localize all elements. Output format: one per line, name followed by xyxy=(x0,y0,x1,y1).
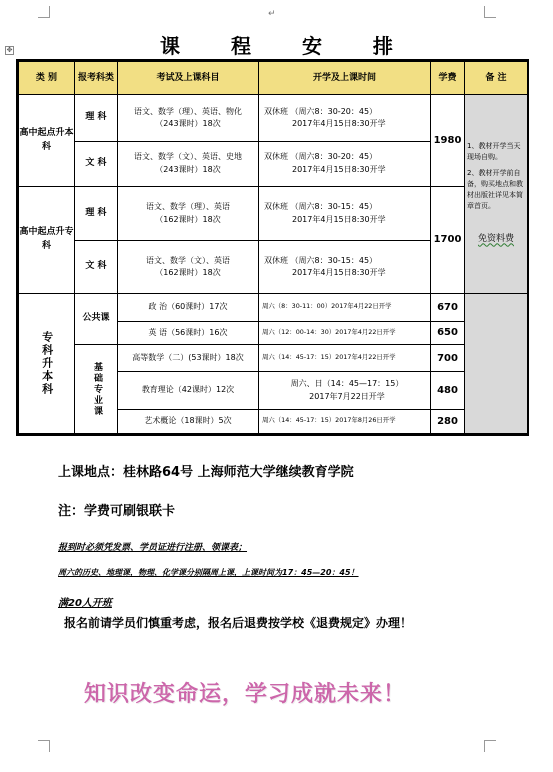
time-cell: 双休班 （周六8：30-20：45） 2017年4月15日8:30开学 xyxy=(259,141,431,186)
time-cell: 双休班 （周六8：30-20：45） 2017年4月15日8:30开学 xyxy=(259,95,431,141)
header-track: 报考科类 xyxy=(75,62,118,95)
page-corner-bottom-left xyxy=(38,740,50,752)
fee-cell: 1980 xyxy=(431,95,465,187)
slogan: 知识改变命运，学习成就未来！ xyxy=(84,682,407,707)
subjects-cell: 政 治（60课时）17次 xyxy=(118,293,259,321)
time-cell: 双休班 （周六8：30-15：45） 2017年4月15日8:30开学 xyxy=(259,186,431,240)
minimum-enrollment-note: 满20人开班 xyxy=(58,598,112,609)
category-cell: 高中起点升本科 xyxy=(19,95,75,187)
page-corner-top-right xyxy=(484,6,496,18)
subjects-cell: 艺术概论（18课时）5次 xyxy=(118,409,259,433)
paragraph-mark: ↵ xyxy=(268,9,276,19)
page-title: 课 程 安 排 xyxy=(160,34,415,58)
fee-cell: 650 xyxy=(431,322,465,345)
subjects-cell: 语文、数学（理）、英语 （162课时）18次 xyxy=(118,186,259,240)
note-cell-blank xyxy=(465,293,528,433)
subjects-cell: 语文、数学（文）、英语 （162课时）18次 xyxy=(118,241,259,293)
time-cell: 双休班 （周六8：30-15：45） 2017年4月15日8:30开学 xyxy=(259,241,431,293)
subjects-cell: 语文、数学（理）、英语、物化 （243课时）18次 xyxy=(118,95,259,141)
subjects-cell: 语文、数学（文）、英语、史地 （243课时）18次 xyxy=(118,141,259,186)
time-cell: 周六、日（14：45—17：15） 2017年7月22日开学 xyxy=(259,372,431,409)
registration-note: 报到时必须凭发票、学员证进行注册、领课表； xyxy=(58,543,248,553)
time-cell: 周六（14：45-17：15）2017年8月26日开学 xyxy=(259,409,431,433)
time-cell: 周六（14：45-17：15）2017年4月22日开学 xyxy=(259,345,431,372)
fee-cell: 670 xyxy=(431,293,465,321)
track-cell: 理 科 xyxy=(75,95,118,141)
time-cell: 周六（8：30-11：00）2017年4月22日开学 xyxy=(259,293,431,321)
page-corner-top-left xyxy=(38,6,50,18)
table-row xyxy=(19,345,528,372)
free-materials-note: 免资料费 xyxy=(477,234,514,245)
header-note: 备 注 xyxy=(465,62,528,95)
schedule-note: 周六的历史、地理课，物理、化学课分别隔周上课，上课时间为17：45—20：45！ xyxy=(58,568,359,577)
subjects-cell: 高等数学（二）(53课时）18次 xyxy=(118,345,259,372)
track-cell: 文 科 xyxy=(75,241,118,293)
track-cell: 基础专业课 xyxy=(75,345,118,434)
fee-payment-note: 注：学费可刷银联卡 xyxy=(58,504,176,519)
time-cell: 周六（12：00-14：30）2017年4月22日开学 xyxy=(259,322,431,345)
fee-cell: 480 xyxy=(431,372,465,409)
table-move-handle[interactable]: ✥ xyxy=(6,46,13,54)
track-cell: 公共课 xyxy=(75,293,118,344)
table-row xyxy=(19,186,528,240)
header-fee: 学费 xyxy=(431,62,465,95)
header-category: 类 别 xyxy=(19,62,75,95)
page-corner-bottom-right xyxy=(484,740,496,752)
subjects-cell: 英 语（56课时）16次 xyxy=(118,322,259,345)
table-row xyxy=(19,95,528,141)
table-row xyxy=(19,293,528,321)
fee-cell: 700 xyxy=(431,345,465,372)
fee-cell: 280 xyxy=(431,409,465,433)
subjects-cell: 教育理论（42课时）12次 xyxy=(118,372,259,409)
fee-cell: 1700 xyxy=(431,186,465,293)
class-location: 上课地点：桂林路64号 上海师范大学继续教育学院 xyxy=(58,465,354,480)
track-cell: 理 科 xyxy=(75,186,118,240)
refund-warning: 报名前请学员们慎重考虑，报名后退费按学校《退费规定》办理！ xyxy=(64,616,413,630)
category-cell: 高中起点升专科 xyxy=(19,186,75,293)
note-cell: 1、教材开学当天现场自购。 2、教材开学前自备，购买地点和教材出版社详见本简章首页。 免资料费 xyxy=(465,95,528,294)
header-time: 开学及上课时间 xyxy=(259,62,431,95)
category-cell: 专科升本科 xyxy=(19,293,75,433)
header-subjects: 考试及上课科目 xyxy=(118,62,259,95)
track-cell: 文 科 xyxy=(75,141,118,186)
schedule-table xyxy=(16,59,529,436)
